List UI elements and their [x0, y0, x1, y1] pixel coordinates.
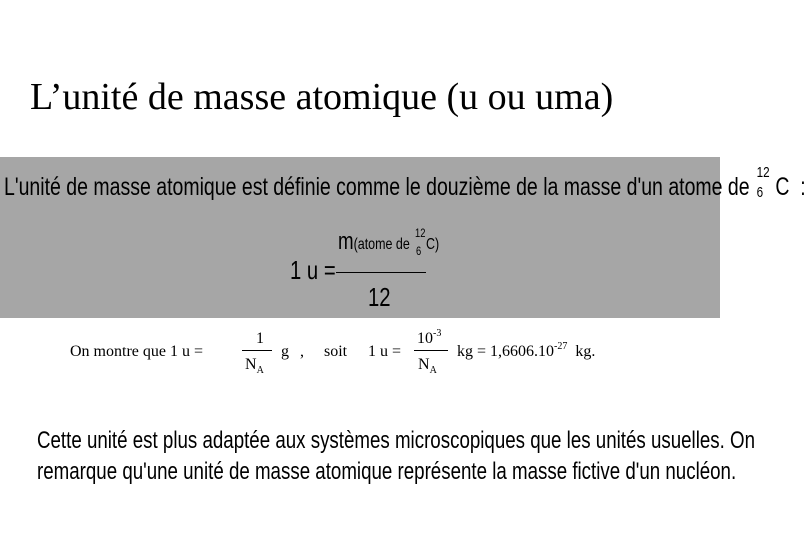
- formula-denominator: 12: [368, 282, 391, 312]
- frac1-den-n: N: [245, 356, 257, 373]
- result-value: kg = 1,6606.10: [457, 343, 555, 360]
- isotope-atomic-number: 6: [756, 184, 764, 201]
- definition-text: [4, 164, 806, 202]
- numerator-subscript: (atome de: [353, 236, 410, 253]
- frac2-num-base: 10: [417, 330, 433, 347]
- frac2-numerator: [417, 330, 441, 348]
- frac2-num-exp: -3: [433, 328, 442, 339]
- soit-label: soit: [324, 343, 348, 360]
- result-unit: kg.: [575, 343, 596, 360]
- line2-result: [457, 343, 595, 361]
- numerator-m: m: [338, 228, 354, 255]
- definition-sentence: L'unité de masse atomique est définie comme le douzième de la masse d'un atome de: [4, 173, 750, 201]
- frac1-denominator: [245, 356, 264, 374]
- carbon-isotope: [755, 164, 775, 202]
- numerator-iso-mass: 12: [415, 226, 426, 240]
- frac1-numerator: 1: [256, 330, 264, 347]
- numerator-iso-number: 6: [416, 244, 422, 258]
- formula-fraction-bar: [336, 272, 426, 273]
- unit-g: g: [281, 343, 289, 360]
- isotope-mass-number: 12: [756, 164, 770, 181]
- frac2-den-n: N: [418, 356, 430, 373]
- numerator-iso-end: C): [425, 236, 440, 253]
- frac2-denominator: [418, 356, 437, 374]
- line2-intro: On montre que 1 u =: [70, 343, 203, 360]
- frac2-den-sub: A: [429, 365, 437, 376]
- definition-colon: :: [800, 173, 806, 201]
- formula-lhs: 1 u =: [290, 255, 336, 285]
- paragraph-line-1: Cette unité est plus adaptée aux systèmes microscopiques que les unités usuelles. On: [37, 427, 756, 454]
- line2-lhs2: 1 u =: [368, 343, 402, 360]
- isotope-symbol: C: [775, 173, 790, 201]
- result-exponent: -27: [554, 341, 568, 352]
- paragraph-line-2: remarque qu'une unité de masse atomique représente la masse fictive d'un nucléon.: [37, 458, 737, 485]
- frac1-bar: [242, 350, 272, 351]
- frac2-bar: [414, 350, 448, 351]
- frac1-den-sub: A: [256, 365, 264, 376]
- line2-comma: ,: [300, 343, 304, 360]
- formula-numerator: [338, 228, 439, 256]
- page-title: L’unité de masse atomique (u ou uma): [30, 76, 614, 118]
